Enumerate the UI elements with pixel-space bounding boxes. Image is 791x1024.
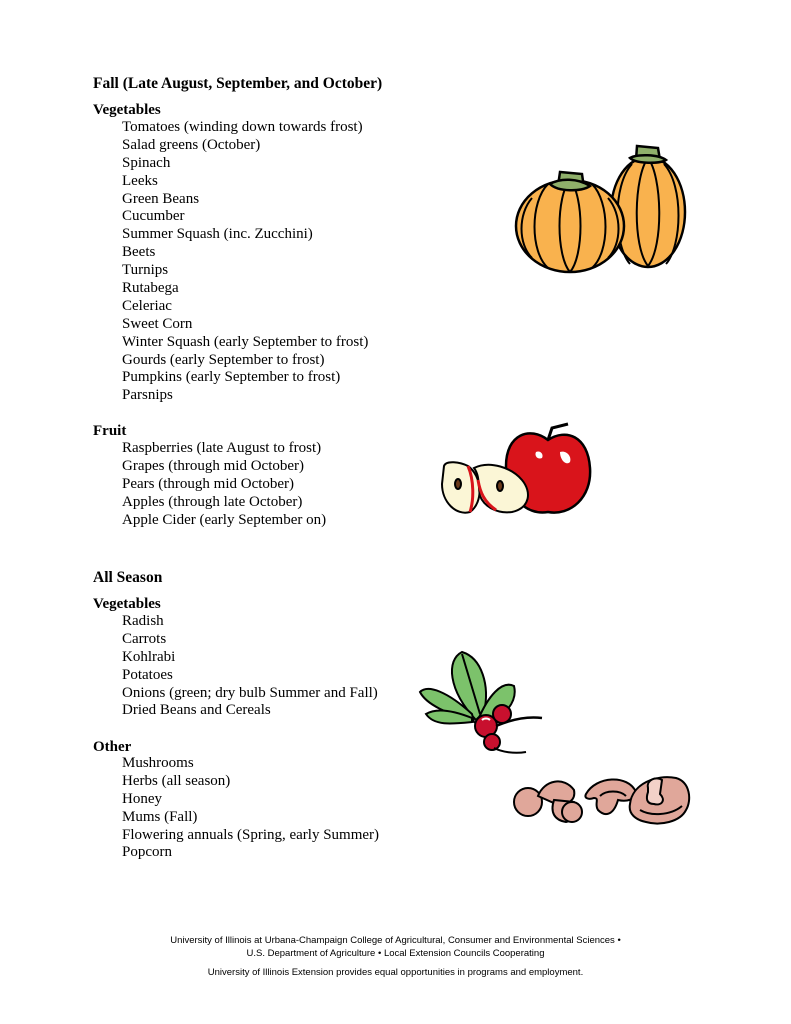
list-item: Tomatoes (winding down towards frost) bbox=[122, 119, 363, 135]
list-item: Apples (through late October) bbox=[122, 493, 303, 510]
pumpkins-icon bbox=[512, 136, 690, 276]
apple-icon bbox=[440, 422, 594, 518]
list-item: Mums (Fall) bbox=[122, 808, 198, 825]
list-item: Salad greens (October) bbox=[122, 136, 261, 153]
radishes-icon bbox=[418, 650, 546, 756]
list-item: Cucumber bbox=[122, 208, 185, 225]
footer-equal-opportunity-line: University of Illinois Extension provides equal opportunities in programs and employment. bbox=[207, 967, 584, 978]
list-item: Pumpkins (early September to frost) bbox=[122, 369, 341, 386]
mushrooms-icon bbox=[510, 770, 692, 828]
list-item: Pears (through mid October) bbox=[122, 475, 295, 492]
all-season-vegetables-heading: Vegetables bbox=[93, 596, 161, 612]
list-item: Potatoes bbox=[122, 666, 173, 683]
list-item: Sweet Corn bbox=[122, 315, 193, 332]
list-item: Summer Squash (inc. Zucchini) bbox=[122, 226, 313, 243]
list-item: Winter Squash (early September to frost) bbox=[122, 333, 369, 350]
list-item: Parsnips bbox=[122, 387, 173, 404]
list-item: Flowering annuals (Spring, early Summer) bbox=[122, 826, 380, 843]
fall-vegetables-heading: Vegetables bbox=[93, 102, 161, 118]
list-item: Onions (green; dry bulb Summer and Fall) bbox=[122, 684, 378, 701]
list-item: Leeks bbox=[122, 172, 158, 189]
fall-fruit-list bbox=[122, 440, 326, 529]
list-item: Gourds (early September to frost) bbox=[122, 351, 325, 368]
list-item: Carrots bbox=[122, 630, 167, 647]
list-item: Mushrooms bbox=[122, 755, 194, 771]
list-item: Beets bbox=[122, 244, 156, 261]
fall-fruit-heading: Fruit bbox=[93, 423, 127, 439]
other-list bbox=[122, 755, 379, 862]
other-heading: Other bbox=[93, 739, 132, 755]
list-item: Rutabega bbox=[122, 280, 179, 297]
footer-cooperation-line: U.S. Department of Agriculture • Local Extension Councils Cooperating bbox=[246, 948, 545, 959]
list-item: Radish bbox=[122, 613, 164, 629]
list-item: Apple Cider (early September on) bbox=[122, 511, 327, 528]
list-item: Grapes (through mid October) bbox=[122, 457, 305, 474]
list-item: Dried Beans and Cereals bbox=[122, 702, 271, 719]
list-item: Spinach bbox=[122, 154, 171, 171]
list-item: Herbs (all season) bbox=[122, 772, 231, 789]
list-item: Kohlrabi bbox=[122, 648, 176, 665]
list-item: Honey bbox=[122, 790, 162, 807]
all-season-vegetables-list bbox=[122, 613, 378, 720]
fall-vegetables-list bbox=[122, 119, 368, 405]
all-season-section-title: All Season bbox=[93, 569, 163, 586]
fall-section-title: Fall (Late August, September, and October) bbox=[93, 75, 383, 92]
list-item: Green Beans bbox=[122, 190, 200, 207]
list-item: Raspberries (late August to frost) bbox=[122, 440, 322, 456]
list-item: Popcorn bbox=[122, 844, 172, 861]
list-item: Turnips bbox=[122, 262, 169, 279]
footer-institution-line: University of Illinois at Urbana-Champaign College of Agricultural, Consumer and Environmental Sciences • bbox=[170, 935, 621, 946]
list-item: Celeriac bbox=[122, 297, 172, 314]
